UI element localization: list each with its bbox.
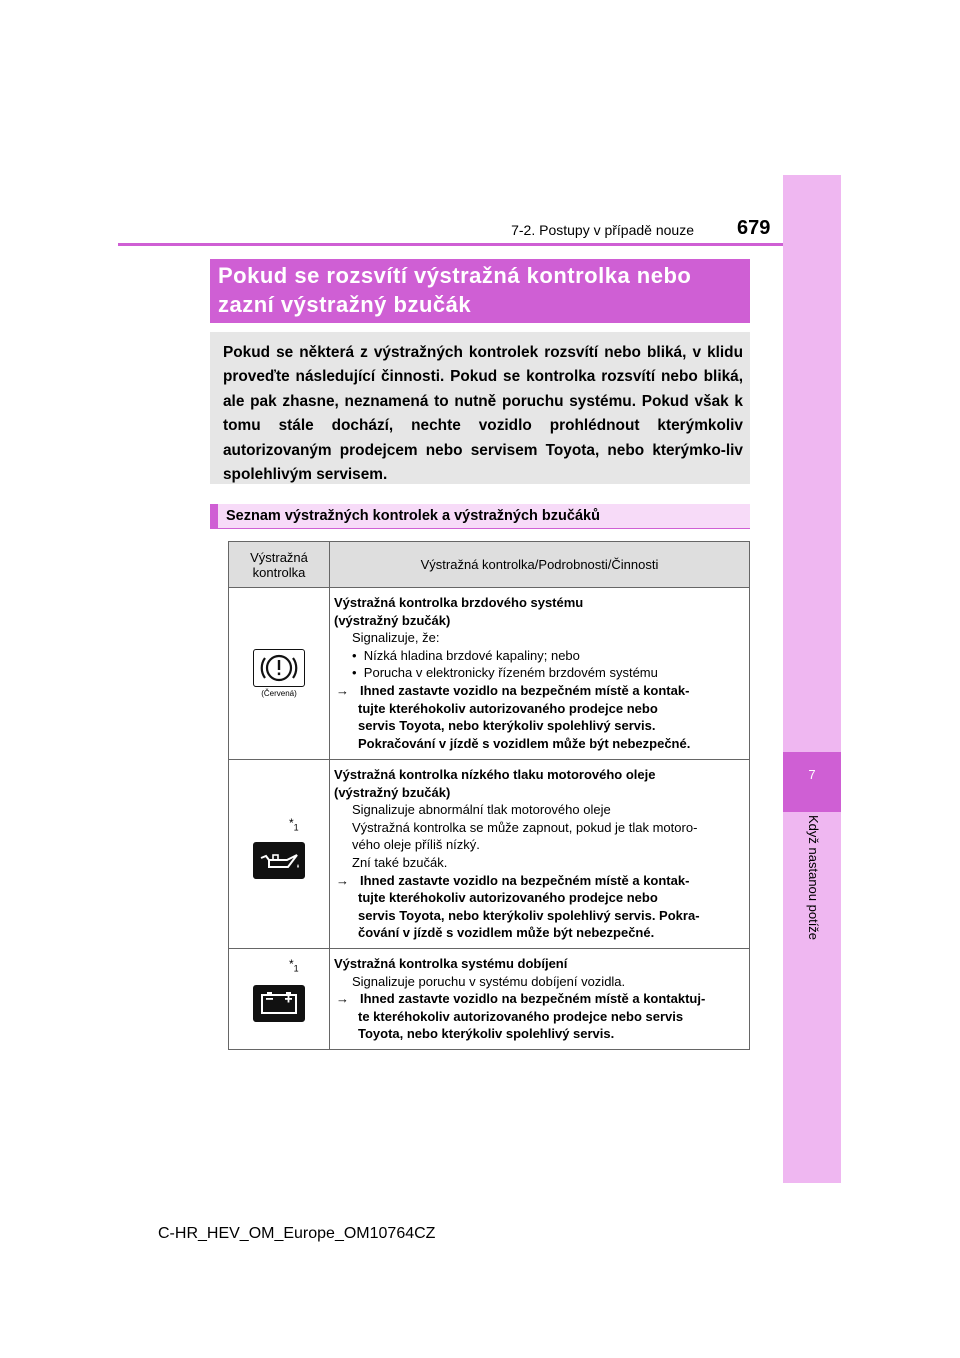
oil-pressure-icon: [253, 842, 305, 879]
chapter-title: Když nastanou potíže: [806, 815, 821, 941]
footnote-marker: $*_1$: [289, 816, 299, 833]
row-title: Výstražná kontrolka nízkého tlaku motorového oleje: [334, 767, 656, 782]
chapter-side-tab: [783, 175, 841, 1183]
row-description: Signalizuje abnormální tlak motorového oleje: [352, 802, 611, 818]
row-subtitle: (výstražný bzučák): [334, 612, 451, 628]
battery-charging-icon: [253, 985, 305, 1022]
indicator-cell: [229, 588, 330, 760]
intro-text: Pokud se některá z výstražných kontrolek rozsvítí nebo bliká, v klidu proveďte následující činnosti. Pokud se kontrolka rozsvítí nebo bliká, ale pak zhasne, neznamená to nutně poruchu systému. Pokud však k tomu stále dochází, nechte vozidlo prohlédnout kterýmkoliv autorizovaným prodejcem nebo servisem Toyota, nebo kterýmko-liv spolehlivým servisem.: [223, 344, 743, 484]
chapter-number-box: [783, 752, 841, 812]
row-description: Signalizuje, že:: [352, 630, 440, 646]
action-line: čování v jízdě s vozidlem může být nebezpečné.: [358, 925, 655, 941]
row-title: Výstražná kontrolka brzdového systému: [334, 595, 584, 610]
chapter-number: 7: [808, 767, 816, 782]
footnote-marker: $*_1$: [289, 956, 299, 974]
table-row: [229, 760, 750, 949]
column-header-details: Výstražná kontrolka/Podrobnosti/Činnosti: [330, 542, 750, 588]
table-row: [229, 948, 750, 1049]
table-header-row: [229, 542, 750, 588]
icon-color-label: (Červená): [261, 689, 297, 698]
details-cell: [330, 948, 750, 1049]
subheading-underline: [210, 528, 750, 529]
bullet-item: • Nízká hladina brzdové kapaliny; nebo: [352, 647, 580, 663]
action-line: Pokračování v jízdě s vozidlem může být nebezpečné.: [358, 735, 691, 751]
page-title: Pokud se rozsvítí výstražná kontrolka nebo zazní výstražný bzučák: [218, 263, 692, 317]
column-header-indicator: Výstražná kontrolka: [229, 542, 330, 588]
row-title: Výstražná kontrolka systému dobíjení: [334, 955, 568, 971]
action-line: → Ihned zastavte vozidlo na bezpečném místě a kontak-: [336, 872, 690, 888]
row-description: Zní také bzučák.: [352, 854, 448, 870]
page-number: 679: [737, 217, 771, 239]
action-line: servis Toyota, nebo kterýkoliv spolehlivý servis. Pokra-: [358, 907, 700, 923]
row-description: Výstražná kontrolka se může zapnout, pokud je tlak motoro-: [352, 819, 698, 835]
table-row: [229, 588, 750, 760]
title-box: [210, 259, 750, 323]
details-cell: [330, 588, 750, 760]
warning-table: [228, 541, 750, 1050]
subheading-bar: [210, 504, 218, 528]
action-line: servis Toyota, nebo kterýkoliv spolehlivý servis.: [358, 718, 656, 734]
intro-box: [210, 332, 750, 484]
action-line: Toyota, nebo kterýkoliv spolehlivý servis.: [358, 1026, 615, 1042]
action-line: tujte kteréhokoliv autorizovaného prodejce nebo: [358, 700, 658, 716]
action-line: te kteréhokoliv autorizovaného prodejce nebo servis: [358, 1008, 684, 1024]
bullet-item: • Porucha v elektronicky řízeném brzdovém systému: [352, 665, 658, 681]
action-line: → Ihned zastavte vozidlo na bezpečném místě a kontak-: [336, 682, 690, 698]
details-cell: [330, 760, 750, 949]
section-title: 7-2. Postupy v případě nouze: [511, 222, 694, 238]
row-description: Signalizuje poruchu v systému dobíjení vozidla.: [352, 973, 626, 989]
row-description: vého oleje příliš nízký.: [352, 837, 480, 853]
action-line: → Ihned zastavte vozidlo na bezpečném místě a kontaktuj-: [336, 991, 706, 1007]
brake-warning-icon: [253, 649, 305, 687]
indicator-cell: [229, 760, 330, 949]
subheading: [210, 504, 750, 528]
action-line: tujte kteréhokoliv autorizovaného prodejce nebo: [358, 890, 658, 906]
subheading-text: Seznam výstražných kontrolek a výstražných bzučáků: [226, 508, 600, 524]
header-divider: [118, 243, 783, 246]
indicator-cell: [229, 948, 330, 1049]
row-subtitle: (výstražný bzučák): [334, 784, 451, 800]
document-code: C-HR_HEV_OM_Europe_OM10764CZ: [158, 1225, 436, 1242]
